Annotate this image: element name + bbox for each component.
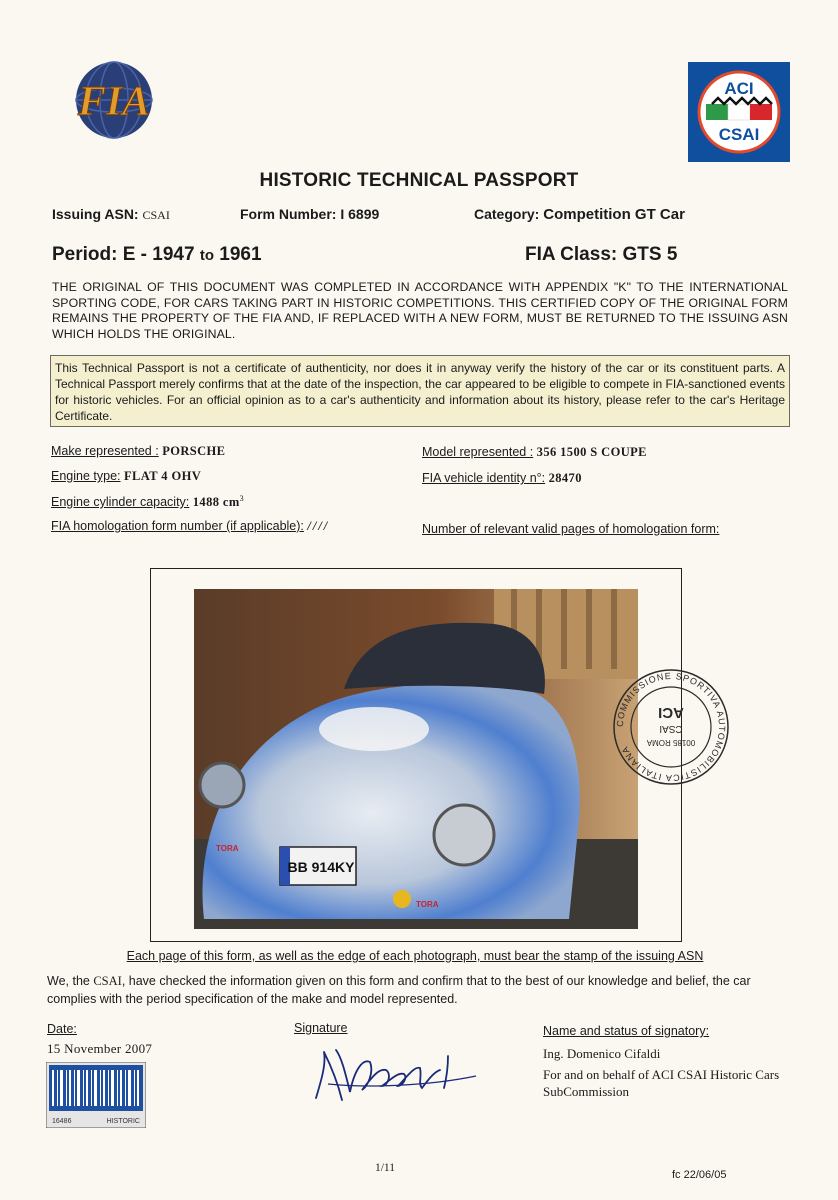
make-field — [51, 444, 225, 459]
homologation-label: FIA homologation form number (if applicable): — [51, 519, 304, 533]
page-number: 1/11 — [374, 1162, 396, 1174]
vehicle-id-label: FIA vehicle identity n°: — [422, 471, 546, 485]
make-label: Make represented : — [51, 444, 159, 458]
handwritten-signature — [308, 1028, 478, 1108]
barcode-label — [46, 1062, 146, 1128]
csai-stamp — [612, 668, 730, 786]
category-label: Category: — [474, 206, 540, 222]
disclaimer-box: This Technical Passport is not a certificate of authenticity, nor does it in anyway verify the history of the car or its constituent parts. A Technical Passport merely confirms that at the date of the inspection, the car appeared to be eligible to compete in FIA-sanctioned events for historic vehicles. For an official opinion as to a car's authenticity and information about its history, please refer to the car's Heritage Certificate. — [50, 355, 790, 427]
car-photo — [194, 589, 638, 929]
intro-text: THE ORIGINAL OF THIS DOCUMENT WAS COMPLETED IN ACCORDANCE WITH APPENDIX "K" TO THE INTERNATIONAL SPORTING CODE, FOR CARS TAKING PART IN HISTORIC COMPETITIONS. THIS CERTIFIED COPY OF THE ORIGINAL FORM REMAINS THE PROPERTY OF THE FIA AND, IF REPLACED WITH A NEW FORM, MUST BE RETURNED TO THE ISSUING ASN WHICH HOLDS THE ORIGINAL. — [52, 280, 788, 341]
model-value: 356 1500 S COUPE — [536, 445, 647, 459]
fia-class-label: FIA Class: — [525, 244, 618, 265]
page-title: HISTORIC TECHNICAL PASSPORT — [259, 170, 579, 191]
model-field — [422, 445, 647, 460]
vehicle-id-field — [422, 471, 582, 486]
capacity-label: Engine cylinder capacity: — [51, 495, 190, 510]
fia-logo — [56, 60, 172, 140]
date-label: Date: — [47, 1022, 77, 1036]
confirmation-rest: , have checked the information given on this form and confirm that to the best of our knowledge and belief, the car complies with the period specification of the make and model represented. — [47, 974, 751, 1006]
period-end: 1961 — [219, 244, 262, 265]
sponsor-decal-left: TORA — [216, 844, 239, 853]
stamp-inner-line-2: CSAI — [659, 723, 683, 734]
confirmation-text — [47, 972, 792, 1008]
form-number-value: I 6899 — [340, 206, 380, 222]
form-number-label: Form Number: — [240, 206, 337, 222]
engine-type-value: FLAT 4 OHV — [123, 469, 202, 483]
category — [474, 206, 685, 223]
issuing-asn-label: Issuing ASN: — [52, 206, 139, 222]
aci-logo-text: ACI — [724, 79, 754, 98]
stamp-outer-text: COMMISSIONE SPORTIVA AUTOMOBILISTICA ITALIANA — [614, 670, 728, 784]
model-label: Model represented : — [422, 445, 534, 459]
capacity-unit-sup: 3 — [239, 494, 245, 503]
pages-label: Number of relevant valid pages of homologation form: — [422, 522, 720, 536]
make-value: PORSCHE — [162, 444, 226, 458]
capacity-field — [51, 494, 244, 510]
aci-csai-logo — [688, 62, 790, 162]
period — [52, 244, 262, 266]
fia-class-value: GTS 5 — [622, 244, 678, 265]
period-label: Period: — [52, 244, 118, 265]
license-plate: BB 914KY — [287, 859, 355, 875]
date-value: 15 November 2007 — [47, 1041, 153, 1056]
homologation-value: //// — [307, 519, 330, 533]
issuing-asn — [52, 206, 170, 223]
capacity-value: 1488 cm — [192, 495, 240, 510]
signature-label: Signature — [294, 1021, 348, 1035]
csai-logo-text: CSAI — [718, 125, 760, 144]
stamp-inner-line-1: 00185 ROMA — [646, 738, 696, 747]
form-number — [240, 206, 379, 222]
on-behalf-text: For and on behalf of ACI CSAI Historic Cars SubCommission — [543, 1067, 780, 1099]
signatory-name: Ing. Domenico Cifaldi — [543, 1046, 661, 1061]
engine-type-field — [51, 469, 201, 484]
stamp-inner-line-3: ACI — [658, 704, 684, 721]
barcode-number: 16486 — [52, 1118, 72, 1125]
fia-logo-text: FIA — [77, 79, 151, 125]
period-to: to — [199, 247, 215, 264]
stamp-note: Each page of this form, as well as the edge of each photograph, must bear the stamp of the issuing ASN — [126, 949, 704, 963]
pages-field — [422, 522, 719, 536]
signatory-label: Name and status of signatory: — [543, 1024, 710, 1038]
period-start: E - 1947 — [122, 244, 195, 265]
form-code: fc 22/06/05 — [672, 1169, 727, 1181]
fia-class — [525, 244, 677, 266]
category-value: Competition GT Car — [543, 206, 685, 223]
engine-type-label: Engine type: — [51, 469, 121, 483]
confirmation-asn: CSAI — [93, 974, 122, 988]
homologation-field — [51, 519, 329, 534]
confirmation-prefix: We, the — [47, 974, 90, 988]
issuing-asn-value: CSAI — [142, 208, 170, 222]
barcode-tag: HISTORIC — [106, 1118, 140, 1125]
vehicle-id-value: 28470 — [548, 471, 582, 485]
sponsor-decal-right: TORA — [416, 900, 439, 909]
